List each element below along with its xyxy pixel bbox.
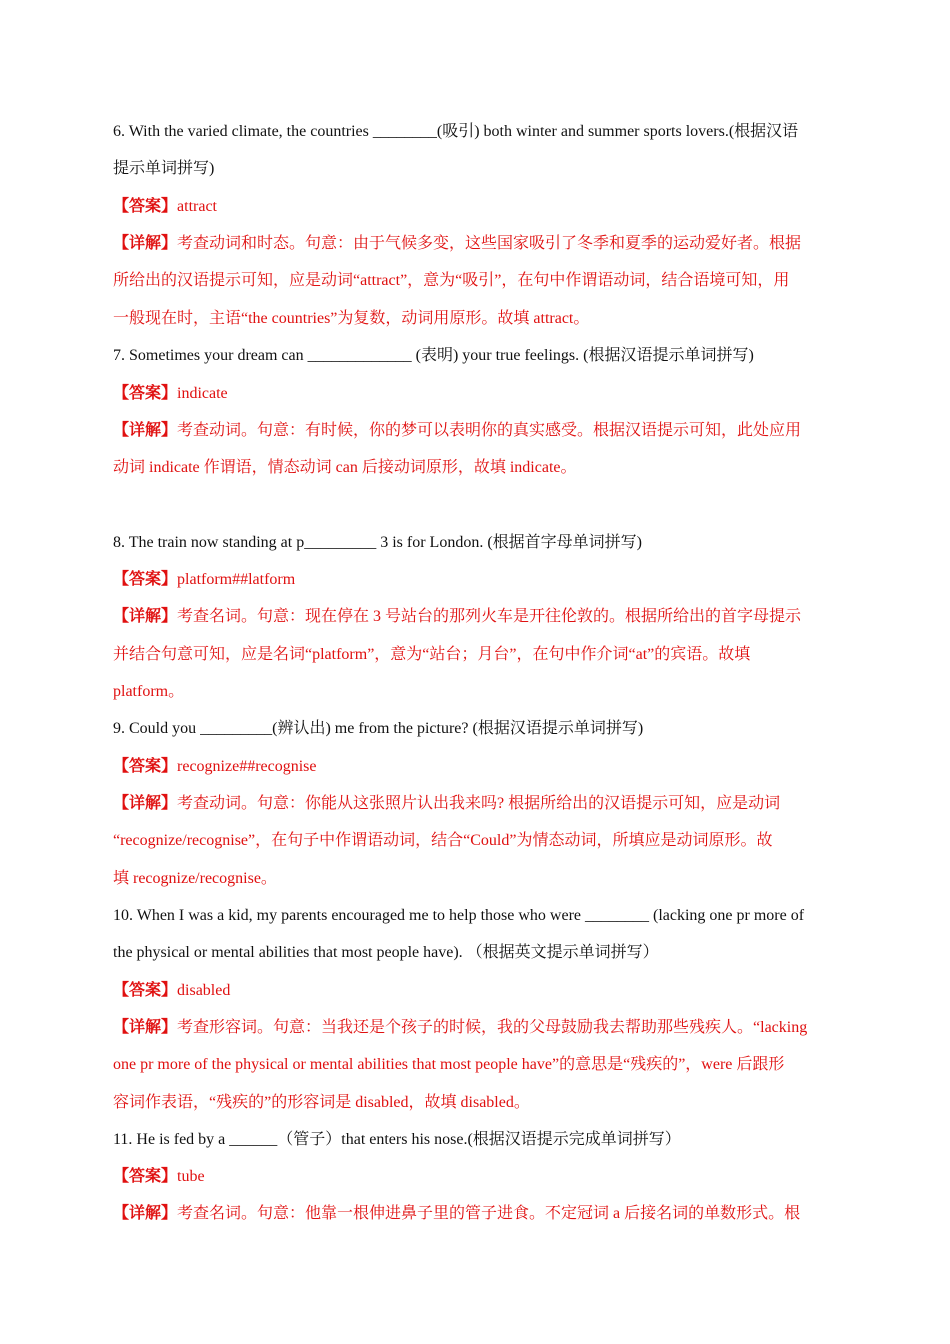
explanation-10-line-1: 【详解】考查形容词。句意：当我还是个孩子的时候，我的父母鼓励我去帮助那些残疾人。“lacking: [113, 1019, 808, 1036]
question-10-line-1: 10. When I was a kid, my parents encouraged me to help those who were ________ (lacking one pr more of: [113, 907, 805, 924]
answer-9: 【答案】recognize##recognise: [113, 758, 317, 775]
explanation-10-line-3: 容词作表语，“残疾的”的形容词是 disabled，故填 disabled。: [113, 1094, 530, 1111]
answer-10: 【答案】disabled: [113, 982, 231, 999]
answer-7: 【答案】indicate: [113, 385, 228, 402]
question-9: 9. Could you _________(辨认出) me from the picture? (根据汉语提示单词拼写): [113, 720, 644, 737]
answer-8: 【答案】platform##latform: [113, 571, 296, 588]
explanation-6-line-2: 所给出的汉语提示可知，应是动词“attract”，意为“吸引”，在句中作谓语动词，结合语境可知，用: [113, 272, 790, 289]
explanation-tag: 【详解】: [113, 1205, 178, 1222]
explanation-10-line-2: one pr more of the physical or mental abilities that most people have”的意思是“残疾的”，were 后跟形: [113, 1056, 785, 1073]
answer-6: 【答案】attract: [113, 198, 217, 215]
question-6-line-2: 提示单词拼写): [113, 160, 215, 177]
explanation-6-line-3: 一般现在时，主语“the countries”为复数，动词用原形。故填 attract。: [113, 310, 590, 327]
answer-tag: 【答案】: [113, 385, 178, 402]
question-8: 8. The train now standing at p_________ 3 is for London. (根据首字母单词拼写): [113, 534, 642, 551]
explanation-tag: 【详解】: [113, 608, 178, 625]
question-10-line-2: the physical or mental abilities that most people have). （根据英文提示单词拼写）: [113, 944, 659, 961]
explanation-7-line-1: 【详解】考查动词。句意：有时候，你的梦可以表明你的真实感受。根据汉语提示可知，此处应用: [113, 422, 802, 439]
explanation-8-line-3: platform。: [113, 683, 185, 700]
answer-tag: 【答案】: [113, 1168, 178, 1185]
answer-tag: 【答案】: [113, 758, 178, 775]
explanation-9-line-1: 【详解】考查动词。句意：你能从这张照片认出我来吗? 根据所给出的汉语提示可知，应是动词: [113, 795, 781, 812]
answer-tag: 【答案】: [113, 198, 178, 215]
explanation-tag: 【详解】: [113, 1019, 178, 1036]
explanation-tag: 【详解】: [113, 795, 178, 812]
answer-tag: 【答案】: [113, 571, 178, 588]
answer-tag: 【答案】: [113, 982, 178, 999]
explanation-11-line-1: 【详解】考查名词。句意：他靠一根伸进鼻子里的管子进食。不定冠词 a 后接名词的单数形式。根: [113, 1205, 801, 1222]
explanation-9-line-3: 填 recognize/recognise。: [113, 870, 277, 887]
explanation-8-line-2: 并结合句意可知，应是名词“platform”，意为“站台；月台”，在句中作介词“at”的宾语。故填: [113, 646, 751, 663]
explanation-9-line-2: “recognize/recognise”，在句子中作谓语动词，结合“Could”为情态动词，所填应是动词原形。故: [113, 832, 773, 849]
question-6-line-1: 6. With the varied climate, the countries ________(吸引) both winter and summer sports lovers.(根据汉语: [113, 123, 799, 140]
explanation-6-line-1: 【详解】考查动词和时态。句意：由于气候多变，这些国家吸引了冬季和夏季的运动爱好者。根据: [113, 235, 802, 252]
explanation-tag: 【详解】: [113, 235, 178, 252]
explanation-7-line-2: 动词 indicate 作谓语，情态动词 can 后接动词原形，故填 indicate。: [113, 459, 577, 476]
question-7: 7. Sometimes your dream can _____________ (表明) your true feelings. (根据汉语提示单词拼写): [113, 347, 754, 364]
question-11: 11. He is fed by a ______（管子）that enters his nose.(根据汉语提示完成单词拼写）: [113, 1131, 681, 1148]
explanation-8-line-1: 【详解】考查名词。句意：现在停在 3 号站台的那列火车是开往伦敦的。根据所给出的首字母提示: [113, 608, 802, 625]
explanation-tag: 【详解】: [113, 422, 178, 439]
answer-11: 【答案】tube: [113, 1168, 205, 1185]
